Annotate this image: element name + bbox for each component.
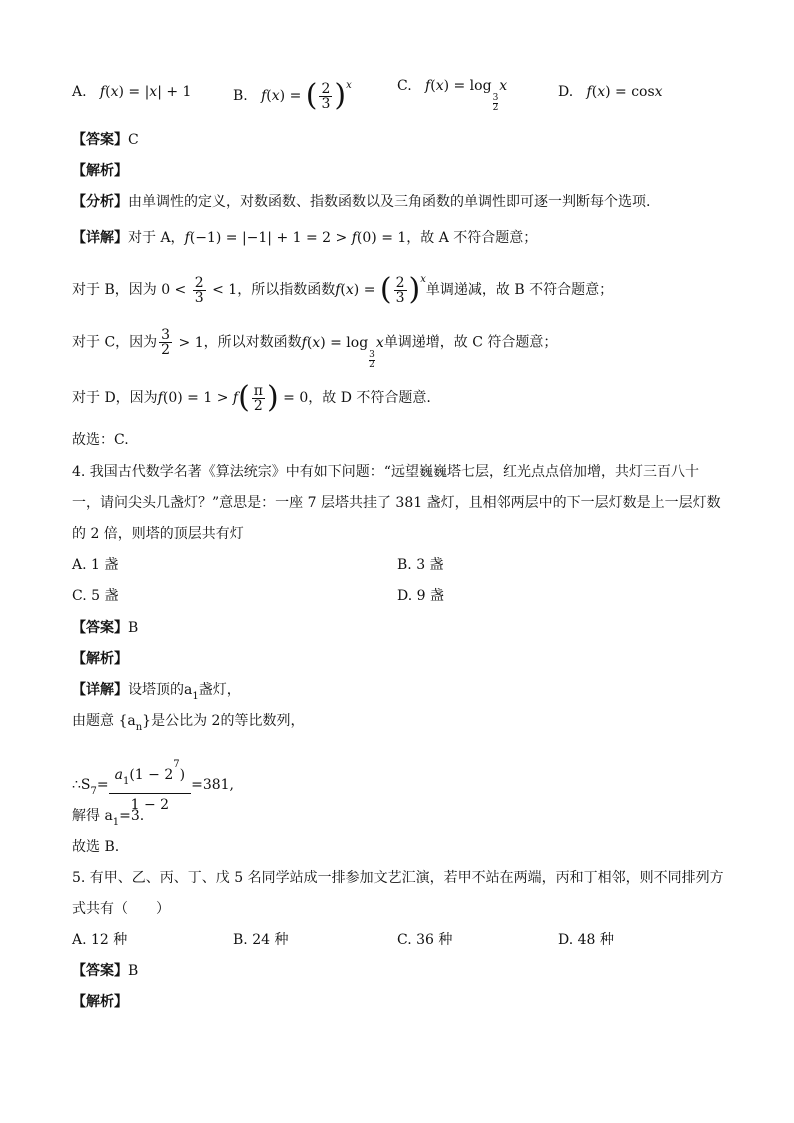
q4-stem-line2: 一，请问尖头几盏灯？”意思是：一座 7 层塔共挂了 381 盏灯，且相邻两层中的下一层灯数是上一层灯数 <box>72 495 721 511</box>
q4-detail-line1: 【详解】设塔顶的$a_1$盏灯， <box>72 682 241 702</box>
q5-option-c: C. 36 种 <box>397 932 453 948</box>
q4-conclusion: 故选 B. <box>72 839 120 855</box>
q5-analysis-tag: 【解析】 <box>72 994 128 1010</box>
q4-option-b: B. 3 盏 <box>397 557 444 573</box>
q4-answer: 【答案】B <box>72 620 139 636</box>
q3-option-b: B. f(x) = ( $\frac{2}{3}$ )$^x$ <box>233 78 352 113</box>
q5-answer: 【答案】B <box>72 963 139 979</box>
q3-fenxi: 【分析】由单调性的定义，对数函数、指数函数以及三角函数的单调性即可逐一判断每个选项. <box>72 194 651 210</box>
q4-analysis-tag: 【解析】 <box>72 651 128 667</box>
q5-stem-line2: 式共有（ ） <box>72 901 170 917</box>
q3-option-a: A. f(x) = |x| + 1 <box>72 84 192 100</box>
q3-analysis-tag: 【解析】 <box>72 163 128 179</box>
q5-option-b: B. 24 种 <box>233 932 289 948</box>
q4-option-a: A. 1 盏 <box>72 557 119 573</box>
q3-detail-a: 【详解】对于 A，f(−1) = |−1| + 1 = 2 > f(0) = 1，故 A 不符合题意； <box>72 230 538 246</box>
q5-option-d: D. 48 种 <box>558 932 614 948</box>
q3-conclusion: 故选：C. <box>72 432 129 448</box>
q4-detail-line4: 解得 $a_1=3$. <box>72 808 145 828</box>
q4-detail-line3: $\therefore S_7=$ $\frac{a_1(1 - 2^7)}{1 - 2}$ =381, <box>72 754 234 816</box>
q3-detail-b: 对于 B，因为 0 < $\frac{2}{3}$ < 1，所以指数函数f(x) = ( $\frac{2}{3}$ )$^x$单调递减，故 B 不符合题意； <box>72 272 614 307</box>
q4-option-d: D. 9 盏 <box>397 588 444 604</box>
q4-option-c: C. 5 盏 <box>72 588 119 604</box>
q3-detail-c: 对于 C，因为 $\frac{3}{2}$ > 1，所以对数函数f(x) = log $\frac{3}{2}$ x单调递增，故 C 符合题意； <box>72 327 558 370</box>
q3-option-c: C. f(x) = log $\frac{3}{2}$ x <box>397 78 508 113</box>
q5-option-a: A. 12 种 <box>72 932 128 948</box>
q3-answer: 【答案】C <box>72 132 139 148</box>
q3-option-d: D. f(x) = cosx <box>558 84 663 100</box>
q4-detail-line2: 由题意 $\{a_n\}$是公比为 2的等比数列， <box>72 713 305 733</box>
q5-stem-line1: 5. 有甲、乙、丙、丁、戊 5 名同学站成一排参加文艺汇演，若甲不站在两端，丙和丁相邻，则不同排列方 <box>72 870 724 886</box>
q4-stem-line3: 的 2 倍，则塔的顶层共有灯 <box>72 526 244 542</box>
q3-detail-d: 对于 D，因为f(0) = 1 > f( $\frac{\pi}{2}$ ) = 0，故 D 不符合题意. <box>72 380 431 415</box>
q4-stem-line1: 4. 我国古代数学名著《算法统宗》中有如下问题：“远望巍巍塔七层，红光点点倍加增，共灯三百八十 <box>72 464 699 480</box>
